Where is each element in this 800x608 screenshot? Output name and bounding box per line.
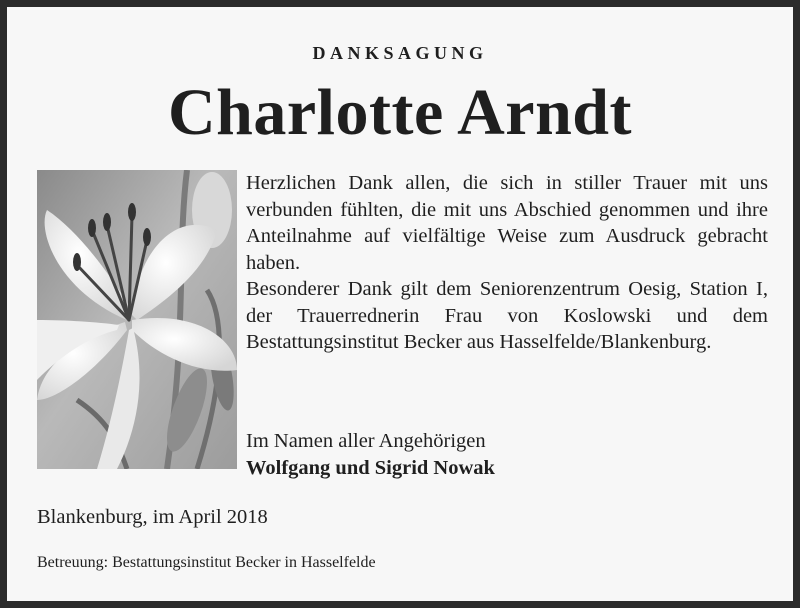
signatories: Wolfgang und Sigrid Nowak (246, 456, 495, 479)
place-date: Blankenburg, im April 2018 (37, 506, 268, 528)
on-behalf-line: Im Namen aller Angehörigen (246, 430, 486, 452)
deceased-name: Charlotte Arndt (168, 76, 632, 149)
notice-kicker: DANKSAGUNG (312, 43, 488, 63)
lily-flower-photo (37, 170, 237, 469)
signoff (246, 428, 768, 481)
special-thanks: Besonderer Dank gilt dem Seniorenzentrum Oesig, Station I, der Trauerrednerin Frau von Koslowski und dem Bestattungsinstitut Becker aus Hasselfelde/Blankenburg. (246, 278, 768, 353)
funeral-care-note: Betreuung: Bestattungsinstitut Becker in Hasselfelde (37, 554, 376, 571)
obituary-notice (7, 7, 793, 601)
thanks-message: Herzlichen Dank allen, die sich in stiller Trauer mit uns verbunden fühlten, die mit uns Abschied genommen und ihre Anteilnahme auf vielfältige Weise zum Ausdruck gebracht haben. (246, 172, 768, 274)
thanks-text (246, 170, 768, 356)
